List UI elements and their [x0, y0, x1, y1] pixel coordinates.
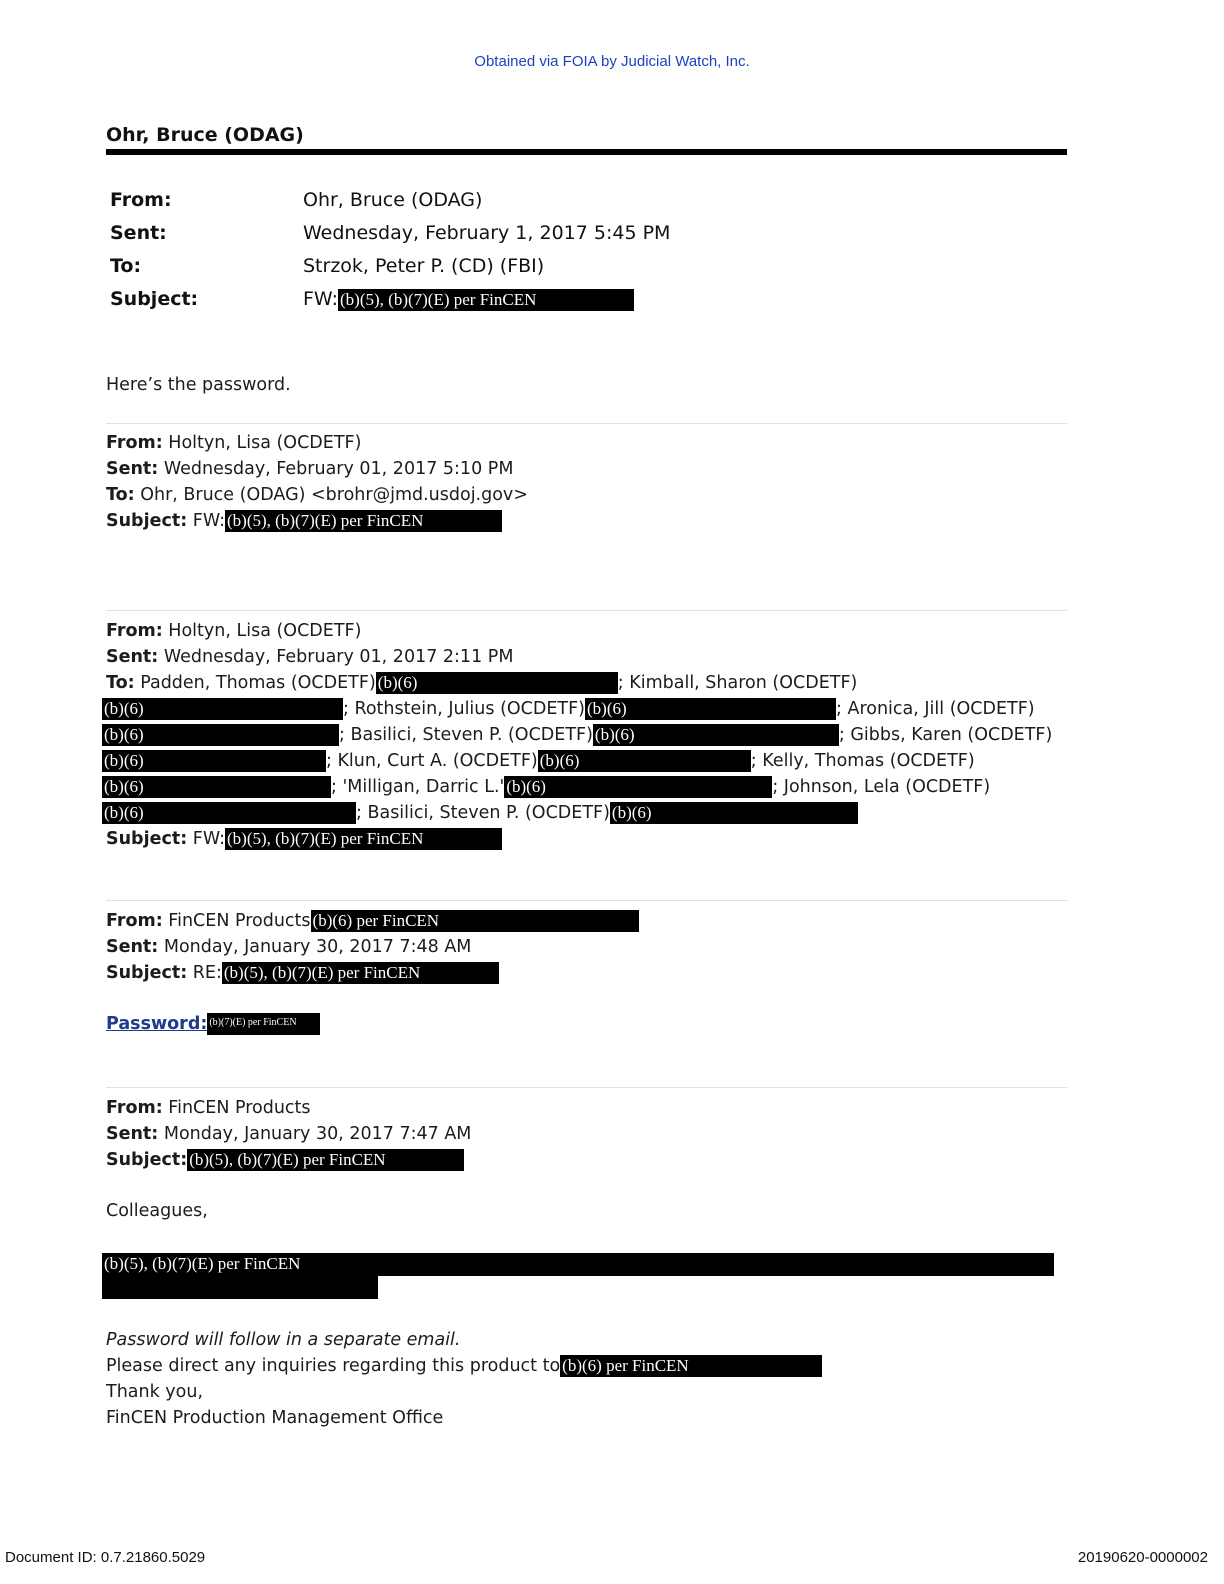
redaction-block: (b)(5), (b)(7)(E) per FinCEN	[102, 1253, 1054, 1276]
document-id: Document ID: 0.7.21860.5029	[5, 1549, 206, 1566]
inquiries-line: Please direct any inquiries regarding this product to (b)(6) per FinCEN	[106, 1353, 822, 1379]
redaction-block: (b)(5), (b)(7)(E) per FinCEN	[187, 1149, 464, 1171]
redaction-block: (b)(5), (b)(7)(E) per FinCEN	[338, 289, 634, 311]
message-separator	[106, 1087, 1067, 1088]
foia-banner: Obtained via FOIA by Judicial Watch, Inc.	[474, 53, 750, 70]
redaction-block: (b)(6) per FinCEN	[311, 910, 639, 932]
msg3-password	[106, 1011, 320, 1037]
msg2-to-line5: (b)(6) ; 'Milligan, Darric L.' (b)(6) ; Johnson, Lela (OCDETF)	[104, 777, 991, 797]
msg4-sent: Sent: Monday, January 30, 2017 7:47 AM	[106, 1124, 472, 1144]
msg1-subject: Subject: FW: (b)(5), (b)(7)(E) per FinCEN	[106, 508, 502, 534]
redaction-block: (b)(6)	[102, 698, 343, 720]
redaction-block: (b)(6)	[610, 802, 858, 824]
redaction-block: (b)(6)	[585, 698, 836, 720]
redaction-block: (b)(7)(E) per FinCEN	[207, 1013, 320, 1035]
redaction-block: (b)(6)	[102, 776, 331, 798]
msg2-sent: Sent: Wednesday, February 01, 2017 2:11 PM	[106, 647, 514, 667]
subject-label: Subject:	[110, 288, 199, 310]
redaction-block: (b)(6)	[504, 776, 772, 798]
msg2-to-line4: (b)(6) ; Klun, Curt A. (OCDETF) (b)(6) ; Kelly, Thomas (OCDETF)	[104, 751, 975, 771]
subject-prefix: FW:	[303, 288, 339, 310]
signature-line: FinCEN Production Management Office	[106, 1408, 444, 1428]
to-label: To:	[110, 255, 142, 277]
sent-value: Wednesday, February 1, 2017 5:45 PM	[303, 222, 671, 244]
redaction-block: (b)(5), (b)(7)(E) per FinCEN	[225, 510, 502, 532]
msg2-to-line2: (b)(6) ; Rothstein, Julius (OCDETF) (b)(6) ; Aronica, Jill (OCDETF)	[104, 699, 1035, 719]
redaction-block	[102, 1276, 378, 1299]
sent-label: Sent:	[110, 222, 167, 244]
redaction-block: (b)(6)	[102, 724, 339, 746]
header-rule	[106, 149, 1067, 155]
redaction-block: (b)(6)	[102, 802, 356, 824]
msg2-to-line1: To: Padden, Thomas (OCDETF) (b)(6) ; Kimball, Sharon (OCDETF)	[106, 673, 858, 693]
redaction-block: (b)(5), (b)(7)(E) per FinCEN	[225, 828, 502, 850]
msg1-from: From: Holtyn, Lisa (OCDETF)	[106, 433, 362, 453]
to-value: Strzok, Peter P. (CD) (FBI)	[303, 255, 545, 277]
password-note: Password will follow in a separate email.	[106, 1330, 461, 1350]
msg2-to-line3: (b)(6) ; Basilici, Steven P. (OCDETF) (b)(6) ; Gibbs, Karen (OCDETF)	[104, 725, 1053, 745]
from-value: Ohr, Bruce (ODAG)	[303, 189, 483, 211]
from-label: From:	[110, 189, 172, 211]
msg4-from: From: FinCEN Products	[106, 1098, 311, 1118]
redaction-block: (b)(5), (b)(7)(E) per FinCEN	[222, 962, 499, 984]
msg3-from: From: FinCEN Products (b)(6) per FinCEN	[106, 908, 639, 934]
msg4-subject: Subject: (b)(5), (b)(7)(E) per FinCEN	[106, 1147, 464, 1173]
redaction-block: (b)(6)	[102, 750, 326, 772]
thanks-line: Thank you,	[106, 1382, 204, 1402]
message-separator	[106, 423, 1067, 424]
redaction-block: (b)(6) per FinCEN	[560, 1355, 822, 1377]
redaction-block: (b)(6)	[376, 672, 618, 694]
message-separator	[106, 900, 1067, 901]
redaction-block: (b)(6)	[593, 724, 839, 746]
message-separator	[106, 610, 1067, 611]
msg2-from: From: Holtyn, Lisa (OCDETF)	[106, 621, 362, 641]
msg4-greeting: Colleagues,	[106, 1201, 208, 1221]
msg2-to-line6: (b)(6) ; Basilici, Steven P. (OCDETF) (b)(6)	[102, 800, 858, 826]
redaction-block: (b)(6)	[538, 750, 751, 772]
msg1-to: To: Ohr, Bruce (ODAG) <brohr@jmd.usdoj.gov>	[106, 485, 528, 505]
control-number: 20190620-0000002	[1077, 1549, 1208, 1566]
msg3-sent: Sent: Monday, January 30, 2017 7:48 AM	[106, 937, 472, 957]
body-text: Here’s the password.	[106, 375, 291, 395]
msg2-subject: Subject: FW: (b)(5), (b)(7)(E) per FinCEN	[106, 826, 502, 852]
msg1-sent: Sent: Wednesday, February 01, 2017 5:10 PM	[106, 459, 514, 479]
password-link[interactable]: Password:	[106, 1014, 208, 1034]
subject-value	[303, 288, 634, 311]
msg3-subject: Subject: RE: (b)(5), (b)(7)(E) per FinCEN	[106, 960, 499, 986]
mailbox-owner: Ohr, Bruce (ODAG)	[106, 124, 304, 146]
